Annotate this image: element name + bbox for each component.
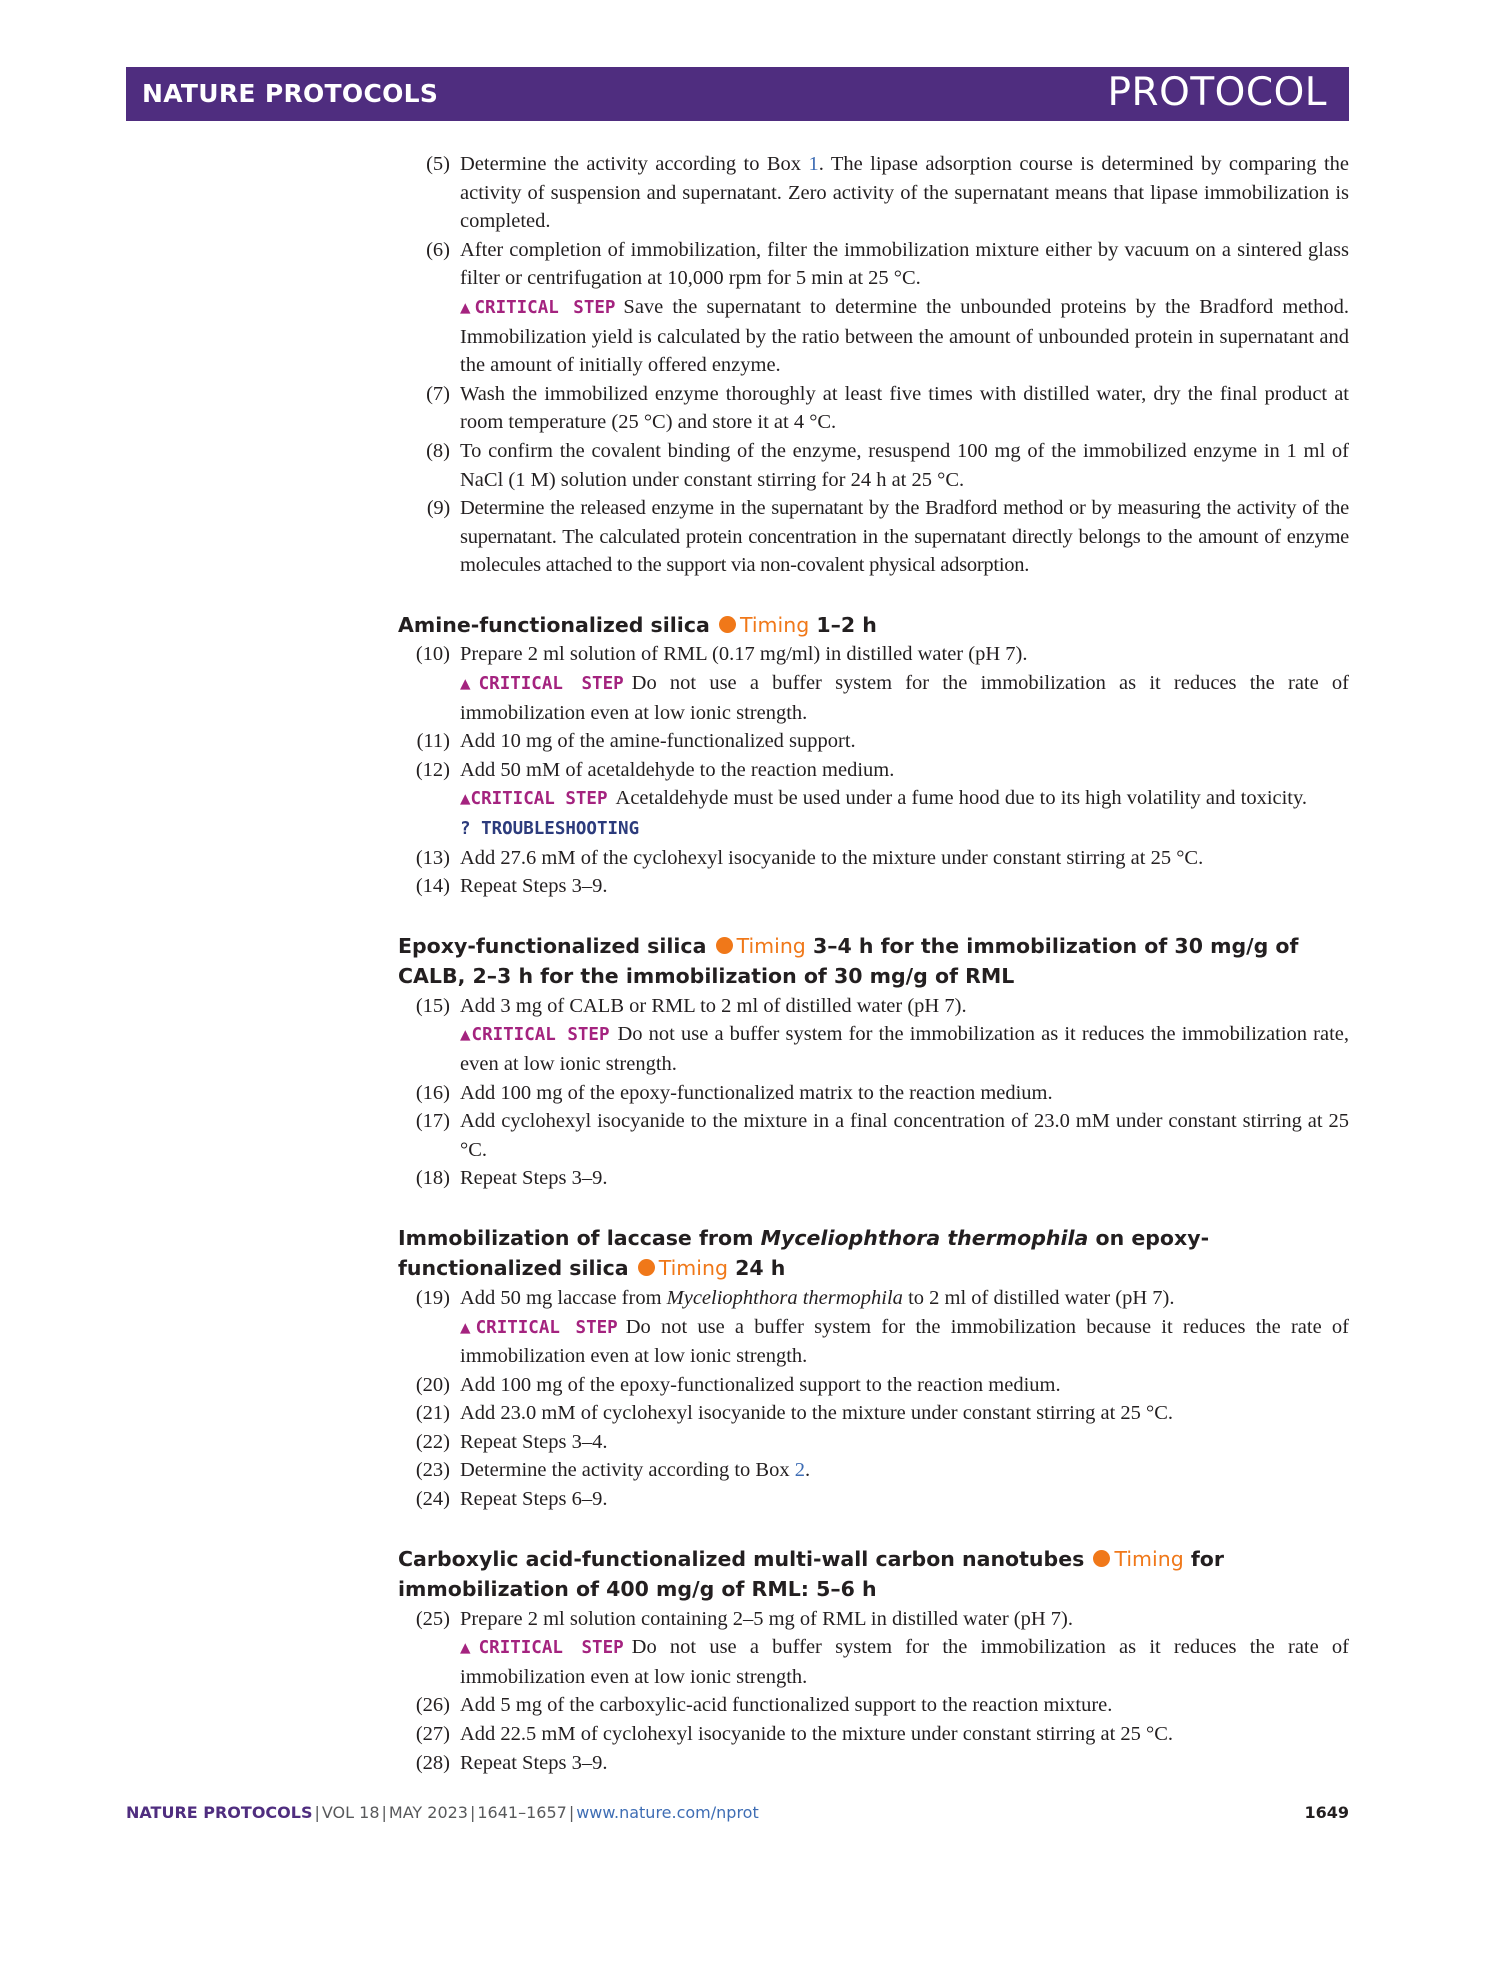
critical-step-label: ▲CRITICAL STEP — [460, 1638, 624, 1659]
step-18: (18) Repeat Steps 3–9. — [415, 1167, 608, 1190]
footer-pages: 1641–1657 — [477, 1803, 567, 1822]
step-16: (16) Add 100 mg of the epoxy-functionalized matrix to the reaction medium. — [415, 1081, 1053, 1104]
protocol-body — [398, 150, 1349, 1777]
footer-date: MAY 2023 — [388, 1803, 468, 1822]
step-19: (19) Add 50 mg laccase from Myceliophthora thermophila to 2 ml of distilled water (pH 7). ▲CRITICAL STEP Do not use a buffer system for the immobilization because it reduces the rate of immobilization even at low ionic strength. — [415, 1286, 1349, 1368]
section-heading-amine: Amine-functionalized silica Timing 1–2 h — [398, 612, 877, 637]
step-28: (28) Repeat Steps 3–9. — [415, 1751, 608, 1774]
critical-step-label: ▲CRITICAL STEP — [460, 1317, 618, 1338]
footer-journal: NATURE PROTOCOLS — [126, 1803, 313, 1822]
troubleshooting-label[interactable]: ? TROUBLESHOOTING — [460, 818, 640, 839]
page-footer: NATURE PROTOCOLS | VOL 18 | MAY 2023 | 1641–1657 | www.nature.com/nprot 1649 — [126, 1803, 1349, 1822]
journal-name: NATURE PROTOCOLS — [142, 79, 439, 108]
step-12: (12) Add 50 mM of acetaldehyde to the reaction medium. ▲CRITICAL STEP Acetaldehyde must be used under a fume hood due to its high volatility and toxicity. ? TROUBLESHOOTING — [415, 758, 1308, 839]
timing-dot-icon — [1093, 1550, 1110, 1567]
step-17: (17) Add cyclohexyl isocyanide to the mixture in a final concentration of 23.0 mM under constant stirring at 25 °C. — [415, 1110, 1349, 1161]
step-20: (20) Add 100 mg of the epoxy-functionalized support to the reaction medium. — [415, 1373, 1061, 1396]
step-27: (27) Add 22.5 mM of cyclohexyl isocyanide to the mixture under constant stirring at 25 °C. — [415, 1723, 1174, 1746]
footer-url-link[interactable]: www.nature.com/nprot — [576, 1803, 759, 1822]
step-15: (15) Add 3 mg of CALB or RML to 2 ml of distilled water (pH 7). ▲CRITICAL STEP Do not use a buffer system for the immobilization as it reduces the immobilization rate, even at low ionic strength. — [415, 994, 1349, 1075]
footer-volume: VOL 18 — [321, 1803, 380, 1822]
section-heading-epoxy: Epoxy-functionalized silica Timing 3–4 h for the immobilization of 30 mg/g of CALB, 2–3 h for the immobilization of 30 mg/g of RML — [398, 933, 1299, 989]
step-10: (10) Prepare 2 ml solution of RML (0.17 mg/ml) in distilled water (pH 7). ▲CRITICAL STEP Do not use a buffer system for the immobilization as it reduces the rate of immobilization even at low ionic strength. — [415, 643, 1349, 724]
article-type: PROTOCOL — [1107, 70, 1327, 115]
step-13: (13) Add 27.6 mM of the cyclohexyl isocyanide to the mixture under constant stirring at 25 °C. — [415, 846, 1204, 869]
page-number: 1649 — [1304, 1803, 1349, 1822]
timing-dot-icon — [719, 616, 736, 633]
step-9: (9) Determine the released enzyme in the supernatant by the Bradford method or by measuring the activity of the supernatant. The calculated protein concentration in the supernatant directly belongs to the amount of enzyme molecules attached to the support via non-covalent physical adsorption. — [426, 497, 1349, 577]
timing-dot-icon — [716, 937, 733, 954]
step-25: (25) Prepare 2 ml solution containing 2–5 mg of RML in distilled water (pH 7). ▲CRITICAL STEP Do not use a buffer system for the immobilization as it reduces the rate of immobilization even at low ionic strength. — [415, 1607, 1349, 1688]
step-21: (21) Add 23.0 mM of cyclohexyl isocyanide to the mixture under constant stirring at 25 °C. — [415, 1402, 1174, 1425]
step-23: (23) Determine the activity according to Box 2. — [415, 1459, 811, 1482]
step-5: (5) Determine the activity according to Box 1. The lipase adsorption course is determined by comparing the activity of suspension and supernatant. Zero activity of the supernatant means that lipase immobilization is completed. — [426, 153, 1349, 233]
critical-step-label: ▲CRITICAL STEP — [460, 789, 608, 810]
timing-dot-icon — [638, 1259, 655, 1276]
critical-step-label: ▲CRITICAL STEP — [460, 1025, 610, 1046]
journal-header-bar — [126, 67, 1349, 121]
step-6: (6) After completion of immobilization, filter the immobilization mixture either by vacuum on a sintered glass filter or centrifugation at 10,000 rpm for 5 min at 25 °C. ▲CRITICAL STEP Save the supernatant to determine the unbounded proteins by the Bradford method. Immobilization yield is calculated by the ratio between the amount of unbounded protein in supernatant and the amount of initially offered enzyme. — [426, 238, 1349, 377]
box-2-link[interactable]: 2 — [794, 1459, 805, 1482]
step-26: (26) Add 5 mg of the carboxylic-acid functionalized support to the reaction mixture. — [415, 1694, 1113, 1717]
step-22: (22) Repeat Steps 3–4. — [415, 1430, 608, 1453]
step-11: (11) Add 10 mg of the amine-functionalized support. — [416, 730, 856, 753]
critical-step-label: ▲CRITICAL STEP — [460, 674, 624, 694]
section-heading-laccase: Immobilization of laccase from Myceliophthora thermophila on epoxy-functionalized silica Timing 24 h — [398, 1225, 1210, 1281]
step-24: (24) Repeat Steps 6–9. — [415, 1488, 608, 1511]
box-1-link[interactable]: 1 — [808, 153, 819, 175]
critical-step-label: ▲CRITICAL STEP — [460, 297, 616, 318]
section-heading-cnt: Carboxylic acid-functionalized multi-wall carbon nanotubes Timing for immobilization of 400 mg/g of RML: 5–6 h — [398, 1546, 1224, 1602]
step-8: (8) To confirm the covalent binding of the enzyme, resuspend 100 mg of the immobilized enzyme in 1 ml of NaCl (1 M) solution under constant stirring for 24 h at 25 °C. — [426, 439, 1349, 491]
step-14: (14) Repeat Steps 3–9. — [415, 875, 608, 898]
step-7: (7) Wash the immobilized enzyme thoroughly at least five times with distilled water, dry the final product at room temperature (25 °C) and store it at 4 °C. — [426, 382, 1349, 434]
